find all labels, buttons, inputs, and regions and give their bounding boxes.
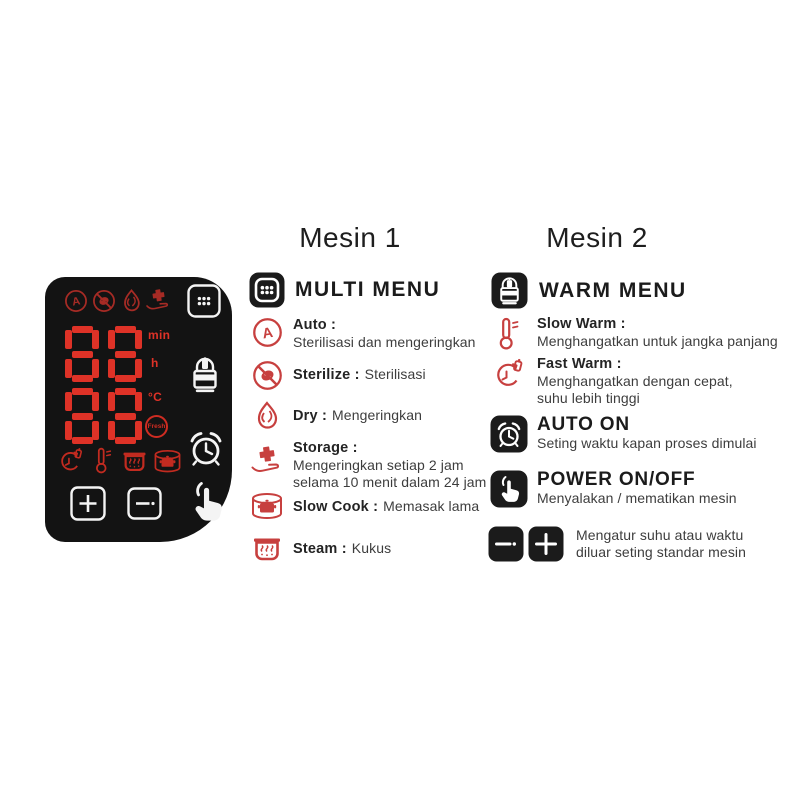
multi-menu-title: MULTI MENU: [295, 278, 441, 301]
item-desc: suhu lebih tinggi: [537, 390, 640, 407]
item-title: Fast Warm :: [537, 356, 622, 372]
auto-indicator-icon: [64, 289, 88, 313]
item-desc: Mengatur suhu atau waktu: [576, 526, 744, 543]
steam-icon: [248, 533, 286, 565]
warm-menu-header: [488, 272, 687, 309]
item-title: Slow Warm :: [537, 316, 626, 332]
plus-button[interactable]: [70, 486, 106, 521]
item-desc: Memasak lama: [383, 497, 480, 514]
fast-warm-indicator-icon: [57, 447, 85, 474]
item-desc: Seting waktu kapan proses dimulai: [537, 434, 757, 451]
menu-item-dry: [248, 400, 422, 432]
temp-display: [65, 388, 142, 444]
slow-warm-icon: [488, 316, 530, 350]
seven-segment-digit: [108, 326, 142, 382]
auto-icon: [248, 317, 286, 348]
time-display: [65, 326, 142, 382]
menu-item-power: [488, 470, 737, 508]
svg-text:A: A: [71, 295, 82, 309]
item-desc: Sterilisasi: [364, 366, 426, 383]
minus-key-icon: [488, 526, 524, 562]
multi-menu-header: [248, 272, 440, 308]
item-desc: Sterilisasi dan mengeringkan: [293, 334, 476, 351]
item-desc: Menghangatkan dengan cepat,: [537, 373, 733, 390]
item-desc: selama 10 menit dalam 24 jam: [293, 474, 487, 491]
menu-item-adjust: [488, 526, 746, 562]
menu-item-steam: [248, 533, 391, 565]
item-title: AUTO ON: [537, 414, 630, 435]
item-title: Slow Cook :: [293, 498, 379, 515]
item-desc: diluar seting standar mesin: [576, 544, 747, 560]
item-title: Storage :: [293, 440, 358, 456]
bottle-warmer-icon: [488, 272, 530, 309]
alarm-key-button[interactable]: [184, 426, 228, 470]
control-panel: [45, 277, 232, 542]
seven-segment-digit: [65, 388, 99, 444]
seven-segment-digit: [65, 326, 99, 382]
menu-item-slow-warm: [488, 316, 778, 350]
fresh-indicator: Fresh: [145, 415, 168, 438]
plus-key-icon: [528, 526, 564, 562]
warm-menu-title: WARM MENU: [539, 278, 687, 302]
menu-item-storage: [248, 440, 486, 492]
power-touch-button[interactable]: [183, 477, 227, 527]
menu-item-sterilize: [248, 360, 426, 391]
menu-item-auto: [248, 317, 476, 351]
menu-item-fast-warm: [488, 356, 733, 408]
sterilize-indicator-icon: [92, 289, 116, 313]
grid-menu-icon: [248, 272, 286, 308]
item-desc: Kukus: [351, 539, 392, 556]
grid-menu-button[interactable]: [187, 284, 221, 318]
auto-on-icon: [488, 415, 530, 453]
slow-cook-icon: [248, 492, 286, 522]
menu-item-slow-cook: [248, 492, 479, 522]
item-title: Sterilize :: [293, 367, 360, 384]
hours-unit-label: h: [151, 356, 159, 370]
machine2-title: Mesin 2: [546, 222, 648, 253]
minus-button[interactable]: [127, 487, 162, 520]
storage-icon: [248, 444, 286, 476]
item-title: Auto :: [293, 317, 337, 333]
item-title: Steam :: [293, 540, 347, 557]
item-desc: Menghangatkan untuk jangka panjang: [537, 333, 778, 350]
dry-indicator-icon: [119, 288, 144, 314]
machine1-title: Mesin 1: [299, 222, 401, 253]
item-desc: Mengeringkan setiap 2 jam: [293, 457, 464, 474]
storage-indicator-icon: [145, 287, 172, 313]
power-icon: [488, 470, 530, 508]
item-title: POWER ON/OFF: [537, 469, 696, 490]
celsius-unit-label: °C: [148, 390, 163, 404]
warm-key-button[interactable]: [187, 350, 223, 398]
item-title: Dry :: [293, 407, 328, 424]
dry-icon: [248, 400, 286, 432]
slow-cook-indicator-icon: [152, 449, 183, 475]
minutes-unit-label: min: [148, 328, 171, 342]
seven-segment-digit: [108, 388, 142, 444]
steam-indicator-icon: [121, 448, 148, 475]
item-desc: Menyalakan / mematikan mesin: [537, 489, 737, 506]
svg-text:A: A: [260, 324, 274, 343]
item-desc: Mengeringkan: [332, 406, 422, 423]
slow-warm-indicator-icon: [93, 446, 114, 474]
fast-warm-icon: [488, 358, 530, 390]
menu-item-auto-on: [488, 415, 757, 453]
sterilize-icon: [248, 360, 286, 391]
